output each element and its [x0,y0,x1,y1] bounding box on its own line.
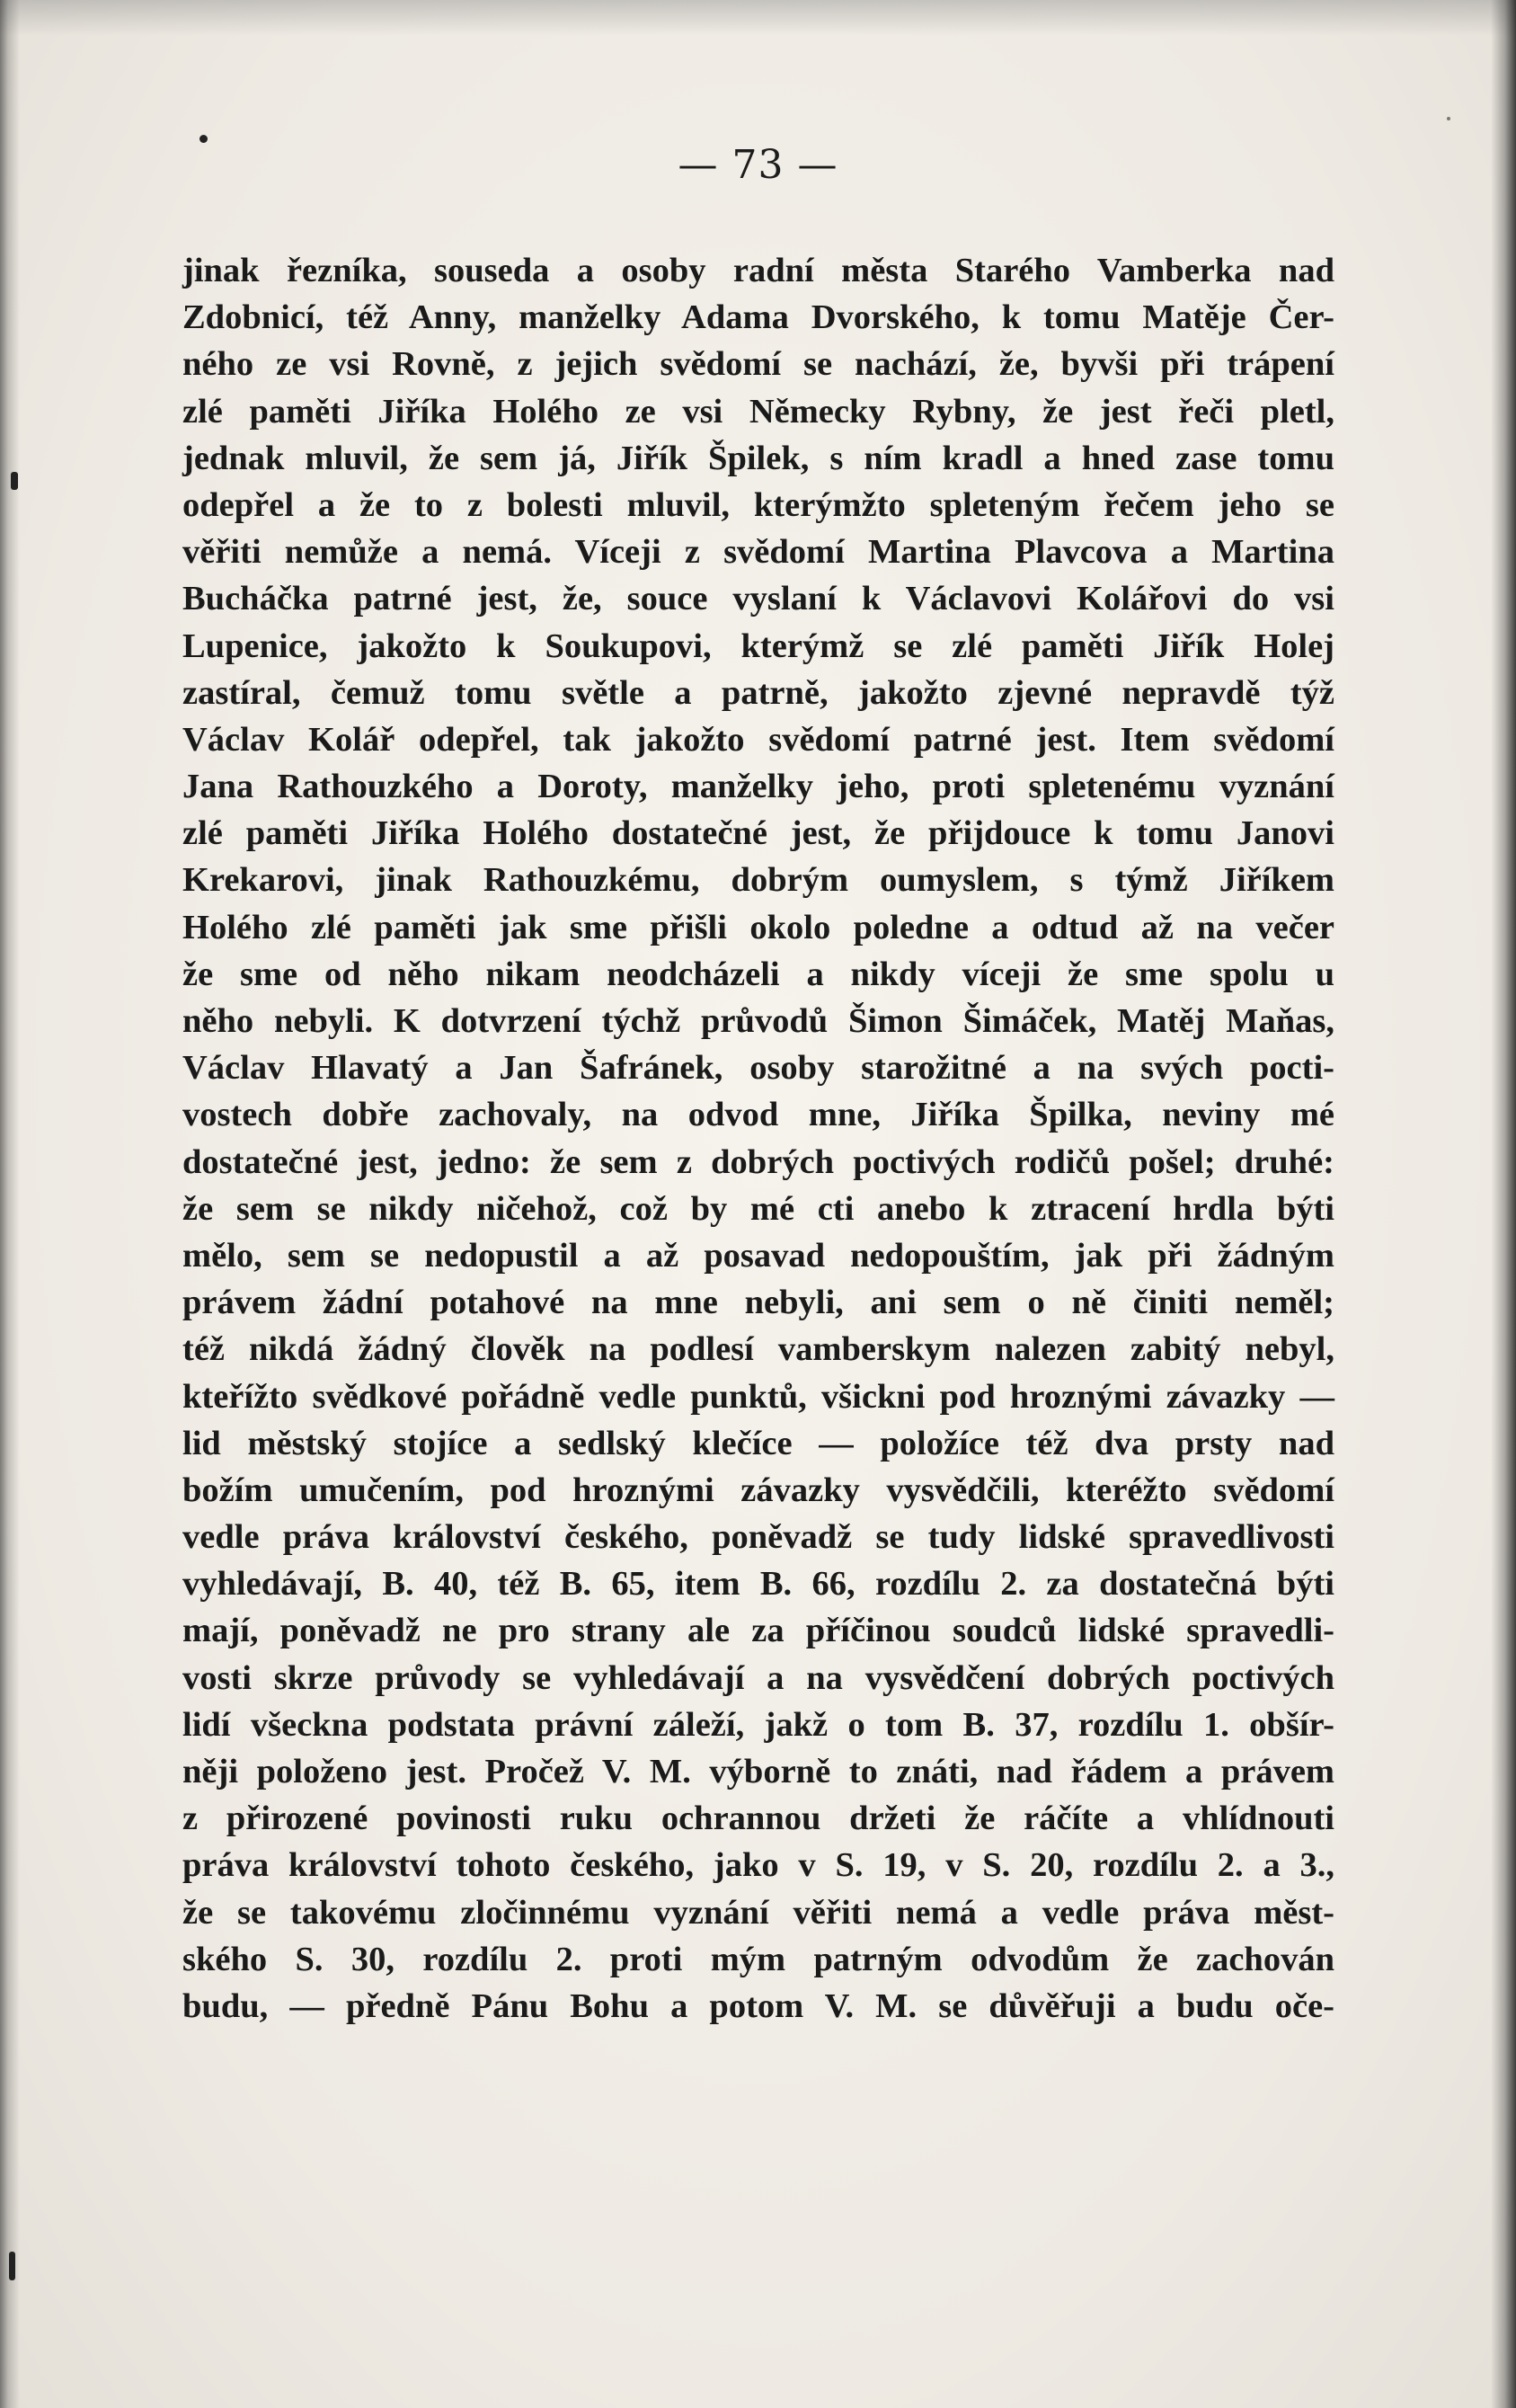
text-line: zlé paměti Jiříka Holého ze vsi Německy Rybny, že jest řeči pletl, [182,392,1334,431]
text-line: Václav Hlavatý a Jan Šafránek, osoby starožitné a na svých pocti- [182,1049,1334,1088]
text-line: že sem se nikdy ničehož, což by mé cti anebo k ztracení hrdla býti [182,1189,1334,1228]
text-line: mají, poněvadž ne pro strany ale za příčinou soudců lidské spravedli- [182,1612,1334,1650]
page-left-edge [0,0,20,2408]
text-line: Krekarovi, jinak Rathouzkému, dobrým oumyslem, s týmž Jiříkem [182,861,1334,900]
text-line: z přirozené povinosti ruku ochrannou držeti že ráčíte a vhlídnouti [182,1799,1334,1838]
text-line: právem žádní potahové na mne nebyli, ani sem o ně činiti neměl; [182,1284,1334,1322]
ink-speck [11,472,18,490]
text-line: mělo, sem se nedopustil a až posavad nedopouštím, jak při žádným [182,1236,1334,1275]
text-line: jednak mluvil, že sem já, Jiřík Špilek, s ním kradl a hned zase tomu [182,439,1334,477]
page-top-shadow [0,0,1516,36]
ink-speck [9,2252,15,2280]
text-line: Bucháčka patrné jest, že, souce vyslaní k Václavovi Kolářovi do vsi [182,580,1334,618]
page-right-edge [1491,0,1516,2408]
text-line: lid městský stojíce a sedlský klečíce — položíce též dva prsty nad [182,1424,1334,1462]
text-line: zastíral, čemuž tomu světle a patrně, jakožto zjevné nepravdě týž [182,673,1334,712]
text-line: zlé paměti Jiříka Holého dostatečné jest, že přijdouce k tomu Janovi [182,814,1334,853]
text-line: odepřel a že to z bolesti mluvil, kterýmžto spleteným řečem jeho se [182,485,1334,524]
text-line: že se takovému zločinnému vyznání věřiti nemá a vedle práva měst- [182,1893,1334,1932]
text-line: vedle práva království českého, poněvadž se tudy lidské spravedlivosti [182,1518,1334,1557]
body-text [182,247,1334,2030]
text-line: věřiti nemůže a nemá. Víceji z svědomí Martina Plavcova a Martina [182,533,1334,572]
ink-speck [1447,117,1450,120]
text-line: božím umučením, pod hroznými závazky vysvědčili, kteréžto svědomí [182,1471,1334,1509]
text-line: kteřížto svědkové pořádně vedle punktů, všickni pod hroznými závazky — [182,1377,1334,1416]
text-line: Lupenice, jakožto k Soukupovi, kterýmž se zlé paměti Jiřík Holej [182,626,1334,665]
text-line: něho nebyli. K dotvrzení týchž průvodů Šimon Šimáček, Matěj Maňas, [182,1002,1334,1040]
text-line: vyhledávají, B. 40, též B. 65, item B. 66, rozdílu 2. za dostatečná býti [182,1565,1334,1604]
text-line: Jana Rathouzkého a Doroty, manželky jeho, proti spletenému vyznání [182,768,1334,806]
text-line: budu, — předně Pánu Bohu a potom V. M. se důvěřuji a budu oče- [182,1986,1334,2025]
text-line: jinak řezníka, souseda a osoby radní města Starého Vamberka nad [182,252,1334,289]
text-line: ského S. 30, rozdílu 2. proti mým patrným odvodům že zachován [182,1940,1334,1978]
text-line: něji položeno jest. Pročež V. M. výborně to znáti, nad řádem a právem [182,1753,1334,1790]
text-line: dostatečné jest, jedno: že sem z dobrých poctivých rodičů pošel; druhé: [182,1142,1334,1181]
text-line: Zdobnicí, též Anny, manželky Adama Dvorského, k tomu Matěje Čer- [182,298,1334,337]
text-line: ného ze vsi Rovně, z jejich svědomí se nachází, že, byvši při trápení [182,345,1334,384]
text-line: vostech dobře zachovaly, na odvod mne, Jiříka Špilka, neviny mé [182,1096,1334,1134]
text-line: vosti skrze průvody se vyhledávají a na vysvědčení dobrých poctivých [182,1658,1334,1697]
text-line: Václav Kolář odepřel, tak jakožto svědomí patrné jest. Item svědomí [182,720,1334,759]
text-line: Holého zlé paměti jak sme přišli okolo poledne a odtud až na večer [182,908,1334,946]
text-line: práva království tohoto českého, jako v S. 19, v S. 20, rozdílu 2. a 3., [182,1846,1334,1885]
text-line: též nikdá žádný člověk na podlesí vamberskym nalezen zabitý nebyl, [182,1330,1334,1369]
text-line: že sme od něho nikam neodcházeli a nikdy víceji že sme spolu u [182,955,1334,993]
text-line: lidí všeckna podstata právní záleží, jakž o tom B. 37, rozdílu 1. obšír- [182,1705,1334,1744]
page-number: — 73 — [678,142,838,188]
